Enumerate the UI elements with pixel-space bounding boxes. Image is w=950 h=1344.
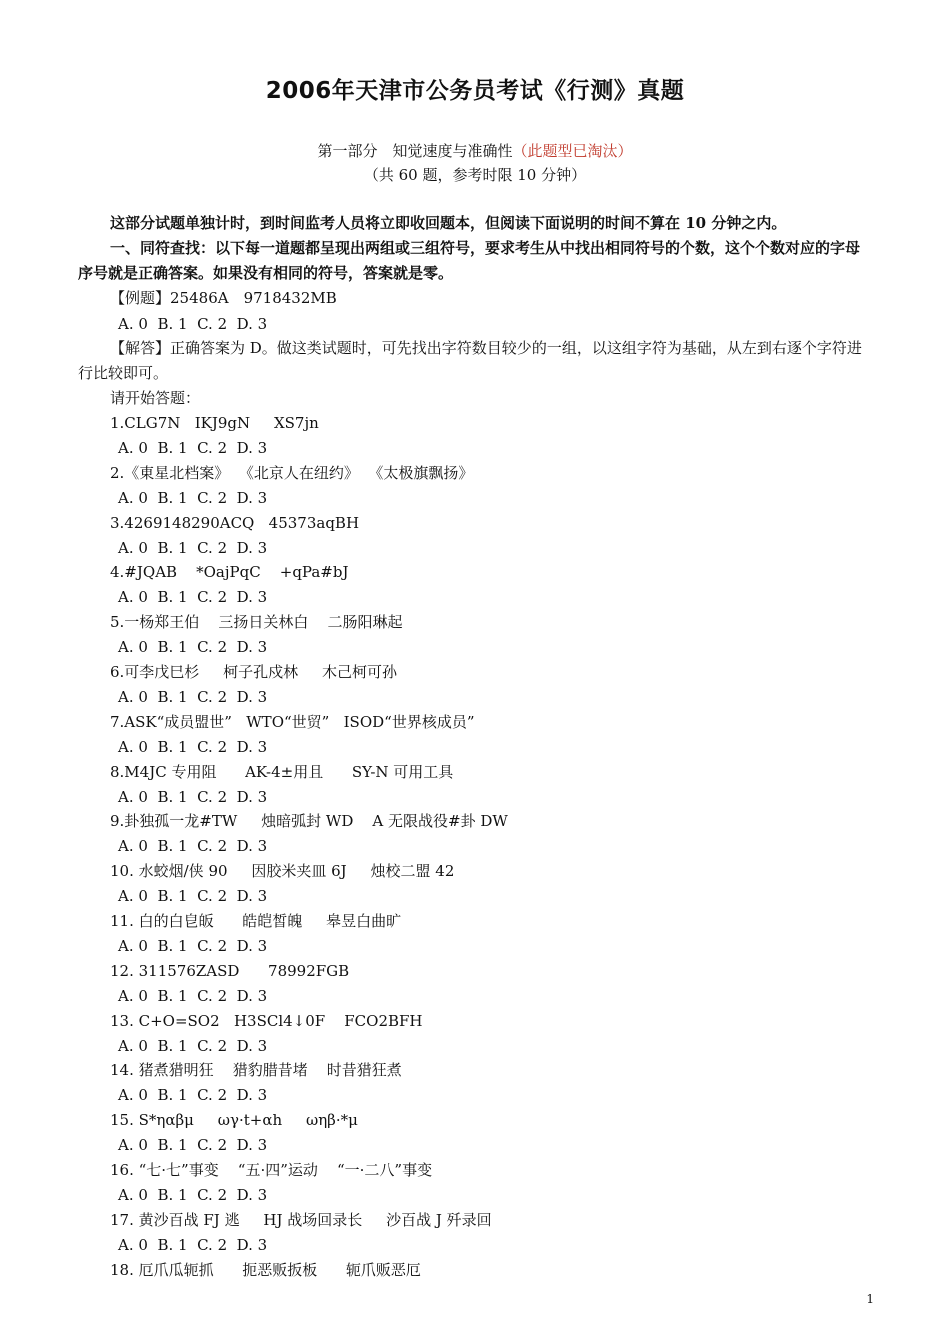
question-options-9: A. 0 B. 1 C. 2 D. 3 xyxy=(118,837,268,856)
question-options-5: A. 0 B. 1 C. 2 D. 3 xyxy=(118,638,268,657)
start-prompt: 请开始答题： xyxy=(110,389,201,407)
question-options-12: A. 0 B. 1 C. 2 D. 3 xyxy=(118,986,268,1005)
section-heading xyxy=(0,140,950,161)
example-line xyxy=(78,286,874,311)
question-14: 14. 猪煮猎明狂 猎豹腊昔堵 时昔猎狂煮 xyxy=(110,1061,402,1080)
instruction-paragraph-1: 这部分试题单独计时，到时间监考人员将立即收回题本，但阅读下面说明的时间不算在 10 分钟之内。 xyxy=(110,214,787,232)
answer-text: 正确答案为 D。做这类试题时，可先找出字符数目较少的一组，以这组字符为基础，从左到右逐个字符进行比较即可。 xyxy=(78,339,862,382)
question-9: 9.卦独孤一龙#TW 烛暗弧封 WD A 无限战役#卦 DW xyxy=(110,812,508,831)
question-8: 8.M4JC 专用阻 AK-4±用且 SY-N 可用工具 xyxy=(110,762,454,781)
question-options-13: A. 0 B. 1 C. 2 D. 3 xyxy=(118,1036,268,1055)
section-title: 第一部分 知觉速度与准确性 xyxy=(317,142,513,160)
page-title: 2006年天津市公务员考试《行测》真题 xyxy=(265,78,685,104)
question-options-8: A. 0 B. 1 C. 2 D. 3 xyxy=(118,787,268,806)
question-options-17: A. 0 B. 1 C. 2 D. 3 xyxy=(118,1235,268,1254)
question-options-11: A. 0 B. 1 C. 2 D. 3 xyxy=(118,937,268,955)
question-options-3: A. 0 B. 1 C. 2 D. 3 xyxy=(118,538,268,557)
question-12: 12. 311576ZASD 78992FGB xyxy=(110,961,350,980)
question-6: 6.可李戊巳杉 柯子孔戍林 木己柯可孙 xyxy=(110,663,397,681)
question-options-4: A. 0 B. 1 C. 2 D. 3 xyxy=(118,588,268,607)
example-answer xyxy=(78,336,874,386)
example-label: 【例题】 xyxy=(110,289,171,307)
page-number: 1 xyxy=(866,1292,874,1306)
example-content: 25486A 9718432MB xyxy=(170,289,337,307)
question-options-2: A. 0 B. 1 C. 2 D. 3 xyxy=(118,488,268,507)
example-options: A. 0 B. 1 C. 2 D. 3 xyxy=(118,315,268,333)
question-15: 15. S*ηαβμ ωγ·t+αh ωηβ·*μ xyxy=(110,1111,358,1130)
question-10: 10. 水蛟烟/侠 90 因胶米夹皿 6J 烛校二盟 42 xyxy=(110,862,455,881)
question-1: 1.CLG7N IKJ9gN XS7jn xyxy=(110,414,319,432)
question-options-10: A. 0 B. 1 C. 2 D. 3 xyxy=(118,887,268,906)
question-options-7: A. 0 B. 1 C. 2 D. 3 xyxy=(118,737,268,756)
question-options-16: A. 0 B. 1 C. 2 D. 3 xyxy=(118,1186,268,1204)
question-11: 11. 白的白皀皈 皓皑皙魄 皋昱白曲旷 xyxy=(110,912,402,930)
question-18: 18. 厄爪瓜轭抓 扼恶贩扳板 轭爪贩恶厄 xyxy=(110,1260,421,1279)
question-16: 16. “七·七”事变 “五·四”运动 “一·二八”事变 xyxy=(110,1161,433,1179)
question-options-14: A. 0 B. 1 C. 2 D. 3 xyxy=(118,1086,268,1105)
question-13: 13. C+O=SO2 H3SCl4↓0F FCO2BFH xyxy=(110,1011,423,1030)
question-3: 3.4269148290ACQ 45373aqBH xyxy=(110,513,360,532)
question-4: 4.#JQAB *OajPqC +qPa#bJ xyxy=(110,563,349,582)
question-options-15: A. 0 B. 1 C. 2 D. 3 xyxy=(118,1136,268,1155)
question-5: 5.一杨郑王伯 三扬日关林白 二肠阳琳起 xyxy=(110,613,403,632)
question-7: 7.ASK“成员盟世” WTO“世贸” ISOD“世界核成员” xyxy=(110,712,475,731)
question-options-6: A. 0 B. 1 C. 2 D. 3 xyxy=(118,688,268,706)
section-info: （共 60 题，参考时限 10 分钟） xyxy=(363,166,587,184)
question-2: 2.《東星北档案》 《北京人在纽约》 《太极旗飘扬》 xyxy=(110,463,474,482)
question-17: 17. 黄沙百战 FJ 逃 HJ 战场回录长 沙百战 J 歼录回 xyxy=(110,1210,492,1229)
instruction-paragraph-2: 一、同符查找：以下每一道题都呈现出两组或三组符号，要求考生从中找出相同符号的个数，这个个数对应的字母序号就是正确答案。如果没有相同的符号，答案就是零。 xyxy=(78,239,861,282)
answer-label: 【解答】 xyxy=(110,339,171,357)
question-options-1: A. 0 B. 1 C. 2 D. 3 xyxy=(118,439,268,457)
obsolete-note: （此题型已淘汰） xyxy=(512,142,633,160)
